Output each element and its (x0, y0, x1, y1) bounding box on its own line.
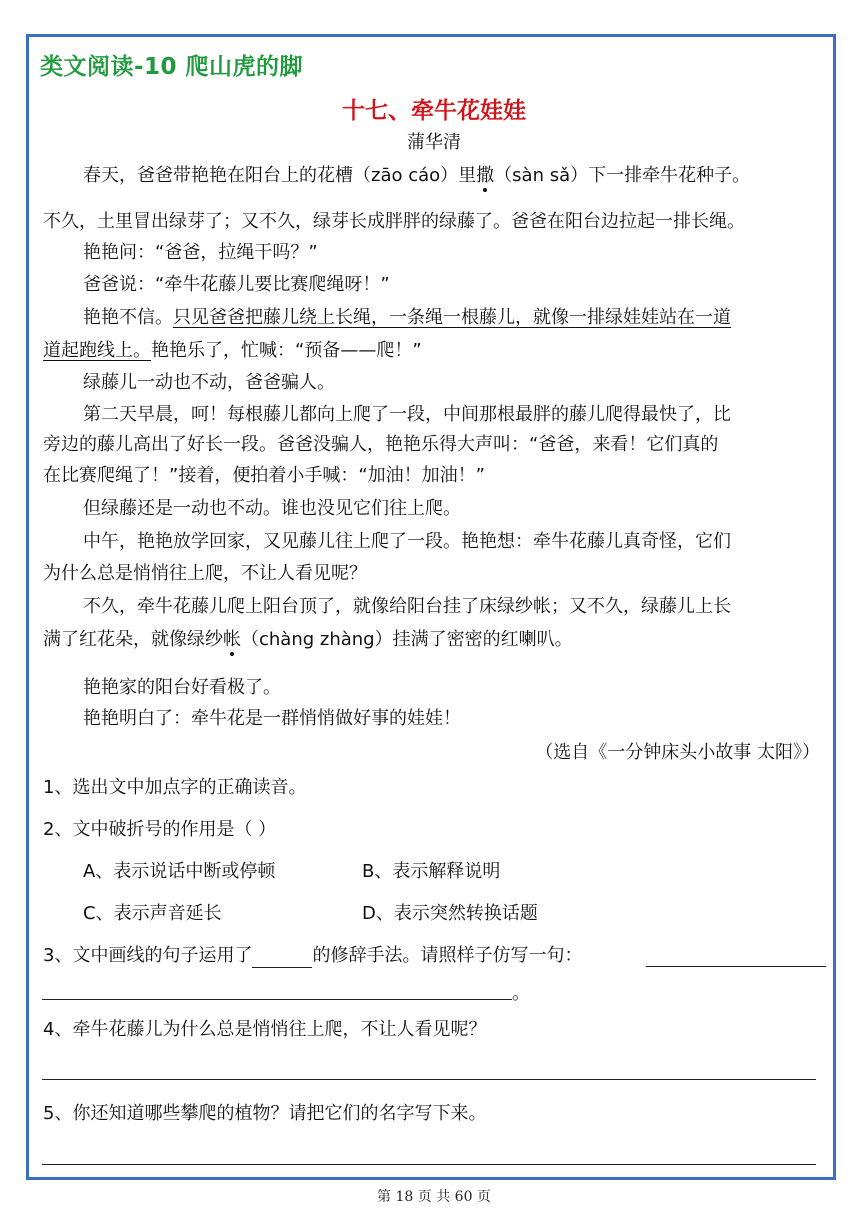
underlined-sentence: 道起跑线上。 (43, 340, 151, 361)
section-header: 类文阅读-10 爬山虎的脚 (40, 54, 304, 80)
paragraph-6: 绿藤儿一动也不动，爸爸骗人。 (83, 372, 335, 393)
answer-line[interactable] (42, 999, 512, 1000)
period: 。 (512, 983, 530, 1004)
answer-line[interactable] (646, 966, 826, 967)
option-b[interactable]: B、表示解释说明 (362, 861, 501, 882)
text: 3、文中画线的句子运用了 (43, 945, 253, 966)
fill-blank[interactable] (252, 949, 312, 968)
paragraph-7-line-3: 在比赛爬绳了！”接着，便拍着小手喊：“加油！加油！” (43, 465, 485, 486)
paragraph-9-line-1: 中午，艳艳放学回家，又见藤儿往上爬了一段。艳艳想：牵牛花藤儿真奇怪，它们 (83, 531, 731, 552)
question-4: 4、牵牛花藤儿为什么总是悄悄往上爬，不让人看见呢？ (43, 1019, 487, 1040)
paragraph-12: 艳艳明白了：牵牛花是一群悄悄做好事的娃娃！ (83, 708, 461, 729)
paragraph-7-line-1: 第二天早晨，呵！每根藤儿都向上爬了一段，中间那根最胖的藤儿爬得最快了，比 (83, 404, 731, 425)
dotted-char: 撒 (476, 165, 495, 186)
underlined-sentence: 只见爸爸把藤儿绕上长绳，一条绳一根藤儿，就像一排绿娃娃站在一道 (173, 307, 731, 328)
answer-line[interactable] (42, 1079, 816, 1080)
question-2: 2、文中破折号的作用是（ ） (43, 819, 277, 840)
paragraph-5-line-2 (43, 339, 422, 363)
paragraph-1-line-1 (83, 164, 750, 188)
story-author: 蒲华清 (407, 132, 461, 153)
story-source: （选自《一分钟床头小故事 太阳》） (535, 742, 820, 763)
paragraph-2: 不久，土里冒出绿芽了；又不久，绿芽长成胖胖的绿藤了。爸爸在阳台边拉起一排长绳。 (43, 211, 745, 232)
paragraph-8: 但绿藤还是一动也不动。谁也没见它们往上爬。 (83, 498, 461, 519)
paragraph-4: 爸爸说：“牵牛花藤儿要比赛爬绳呀！” (83, 274, 390, 295)
text: （sàn sǎ）下一排牵牛花种子。 (494, 165, 751, 186)
text: （chàng zhàng）挂满了密密的红喇叭。 (241, 629, 573, 650)
question-5: 5、你还知道哪些攀爬的植物？请把它们的名字写下来。 (43, 1103, 487, 1124)
story-title: 十七、牵牛花娃娃 (342, 98, 526, 124)
text: 满了红花朵，就像绿纱 (43, 629, 223, 650)
paragraph-10-line-1: 不久，牵牛花藤儿爬上阳台顶了，就像给阳台挂了床绿纱帐；又不久，绿藤儿上长 (83, 596, 731, 617)
paragraph-7-line-2: 旁边的藤儿高出了好长一段。爸爸没骗人，艳艳乐得大声叫：“爸爸，来看！它们真的 (43, 434, 719, 455)
paragraph-5-line-1 (83, 306, 731, 330)
paragraph-10-line-2 (43, 628, 573, 652)
paragraph-9-line-2: 为什么总是悄悄往上爬，不让人看见呢？ (43, 563, 367, 584)
text: 的修辞手法。请照样子仿写一句： (312, 945, 583, 966)
option-c[interactable]: C、表示声音延长 (83, 903, 222, 924)
option-a[interactable]: A、表示说话中断或停顿 (83, 861, 276, 882)
paragraph-11: 艳艳家的阳台好看极了。 (83, 677, 281, 698)
paragraph-3: 艳艳问：“爸爸，拉绳干吗？” (83, 242, 318, 263)
text: 艳艳不信。 (83, 307, 173, 328)
text: 艳艳乐了，忙喊：“预备——爬！” (151, 340, 422, 361)
answer-line[interactable] (42, 1164, 816, 1165)
dotted-char: 帐 (223, 629, 241, 650)
page-footer: 第 18 页 共 60 页 (377, 1189, 491, 1205)
option-d[interactable]: D、表示突然转换话题 (362, 903, 538, 924)
text: 春天，爸爸带艳艳在阳台上的花槽（zāo cáo）里 (83, 165, 477, 186)
question-3 (43, 944, 582, 968)
question-1: 1、选出文中加点字的正确读音。 (43, 777, 307, 798)
